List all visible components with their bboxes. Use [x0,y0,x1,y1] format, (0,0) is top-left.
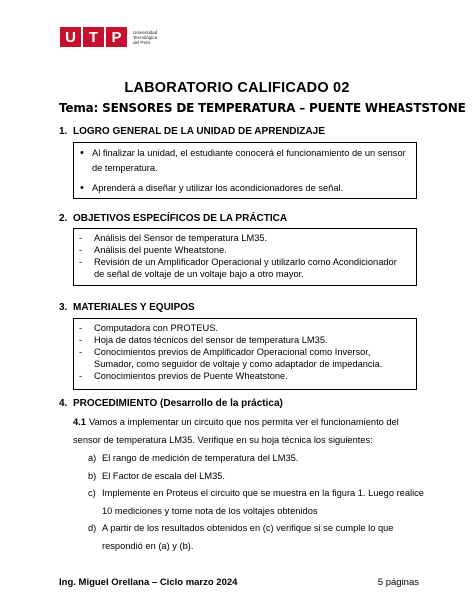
list-item: - Conocimientos previos de Amplificador Operacional como Inversor, Sumador, como seguidor de voltaje y como adaptador de impedancia. [74,346,406,370]
logo-text-line: del Perú [133,39,151,45]
dash-list [74,232,406,280]
list-item: - Análisis del Sensor de temperatura LM35. [74,232,406,244]
step-label: a) [88,453,97,463]
utp-logo [60,27,157,47]
logo-text-line: Tecnológica [133,34,158,40]
section-title: MATERIALES Y EQUIPOS [73,302,195,313]
section-3-box [73,318,417,390]
document-title: LABORATORIO CALIFICADO 02 [124,80,350,96]
section-1-box [73,142,417,199]
procedure-intro-text: Vamos a implementar un circuito que nos permita ver el funcionamiento del sensor de temperatura LM35. Verifique en su hoja técnica los siguientes: [73,417,399,445]
subtitle-text: SENSORES DE TEMPERATURA – PUENTE WHEASTSTONE [102,101,466,115]
section-heading-4 [59,398,283,409]
procedure-step [88,520,424,555]
step-label: b) [88,470,97,481]
procedure-number: 4.1 [73,417,86,427]
section-number: 3. [59,302,68,313]
procedure-step [88,485,424,520]
section-number: 1. [59,126,68,137]
section-number: 4. [59,398,68,409]
logo-letter-u: U [60,27,81,47]
step-text: Implemente en Proteus el circuito que se muestra en la figura 1. Luego realice 10 mediciones y tome nota de los voltajes obtenidos [102,488,424,516]
list-item: - Análisis del puente Wheatstone. [74,244,406,256]
list-item: - Conocimientos previos de Puente Wheatstone. [74,370,406,382]
document-subtitle [59,101,466,115]
procedure-step [88,450,424,468]
logo-text-line: Universidad [133,29,158,35]
step-text: El Factor de escala del LM35. [102,470,225,481]
logo-letter-p: P [106,27,127,47]
step-label: c) [88,488,96,498]
bullet-list [74,146,406,196]
procedure-intro [73,413,423,449]
footer-author: Ing. Miguel Orellana – Ciclo marzo 2024 [59,577,238,588]
section-heading-1 [59,126,325,137]
list-item: - Computadora con PROTEUS. [74,322,406,334]
list-item: • Al finalizar la unidad, el estudiante conocerá el funcionamiento de un sensor de temperatura. [74,146,406,176]
subtitle-label: Tema: [59,101,99,115]
list-item: • Aprenderá a diseñar y utilizar los acondicionadores de señal. [74,181,406,196]
footer-page-count: 5 páginas [377,577,419,588]
list-item: - Revisión de un Amplificador Operacional y utilizarlo como Acondicionador de señal de voltaje de un voltaje bajo a otro mayor. [74,256,406,280]
section-title: PROCEDIMIENTO (Desarrollo de la práctica) [73,398,283,409]
dash-list [74,322,406,382]
procedure-steps [88,450,424,555]
list-item: - Hoja de datos técnicos del sensor de temperatura LM35. [74,334,406,346]
section-title: LOGRO GENERAL DE LA UNIDAD DE APRENDIZAJE [73,126,325,137]
step-text: A partir de los resultados obtenidos en (c) verifique si se cumple lo que respondió en (a) y (b). [102,523,394,551]
section-title: OBJETIVOS ESPECÍFICOS DE LA PRÁCTICA [73,213,288,224]
step-text: El rango de medición de temperatura del LM35. [102,453,299,463]
logo-letter-t: T [83,27,104,47]
section-heading-3 [59,302,195,313]
logo-text [133,30,157,45]
step-label: d) [88,523,97,533]
section-number: 2. [59,213,68,224]
section-2-box [73,228,417,286]
section-heading-2 [59,213,287,224]
procedure-step [88,468,424,486]
